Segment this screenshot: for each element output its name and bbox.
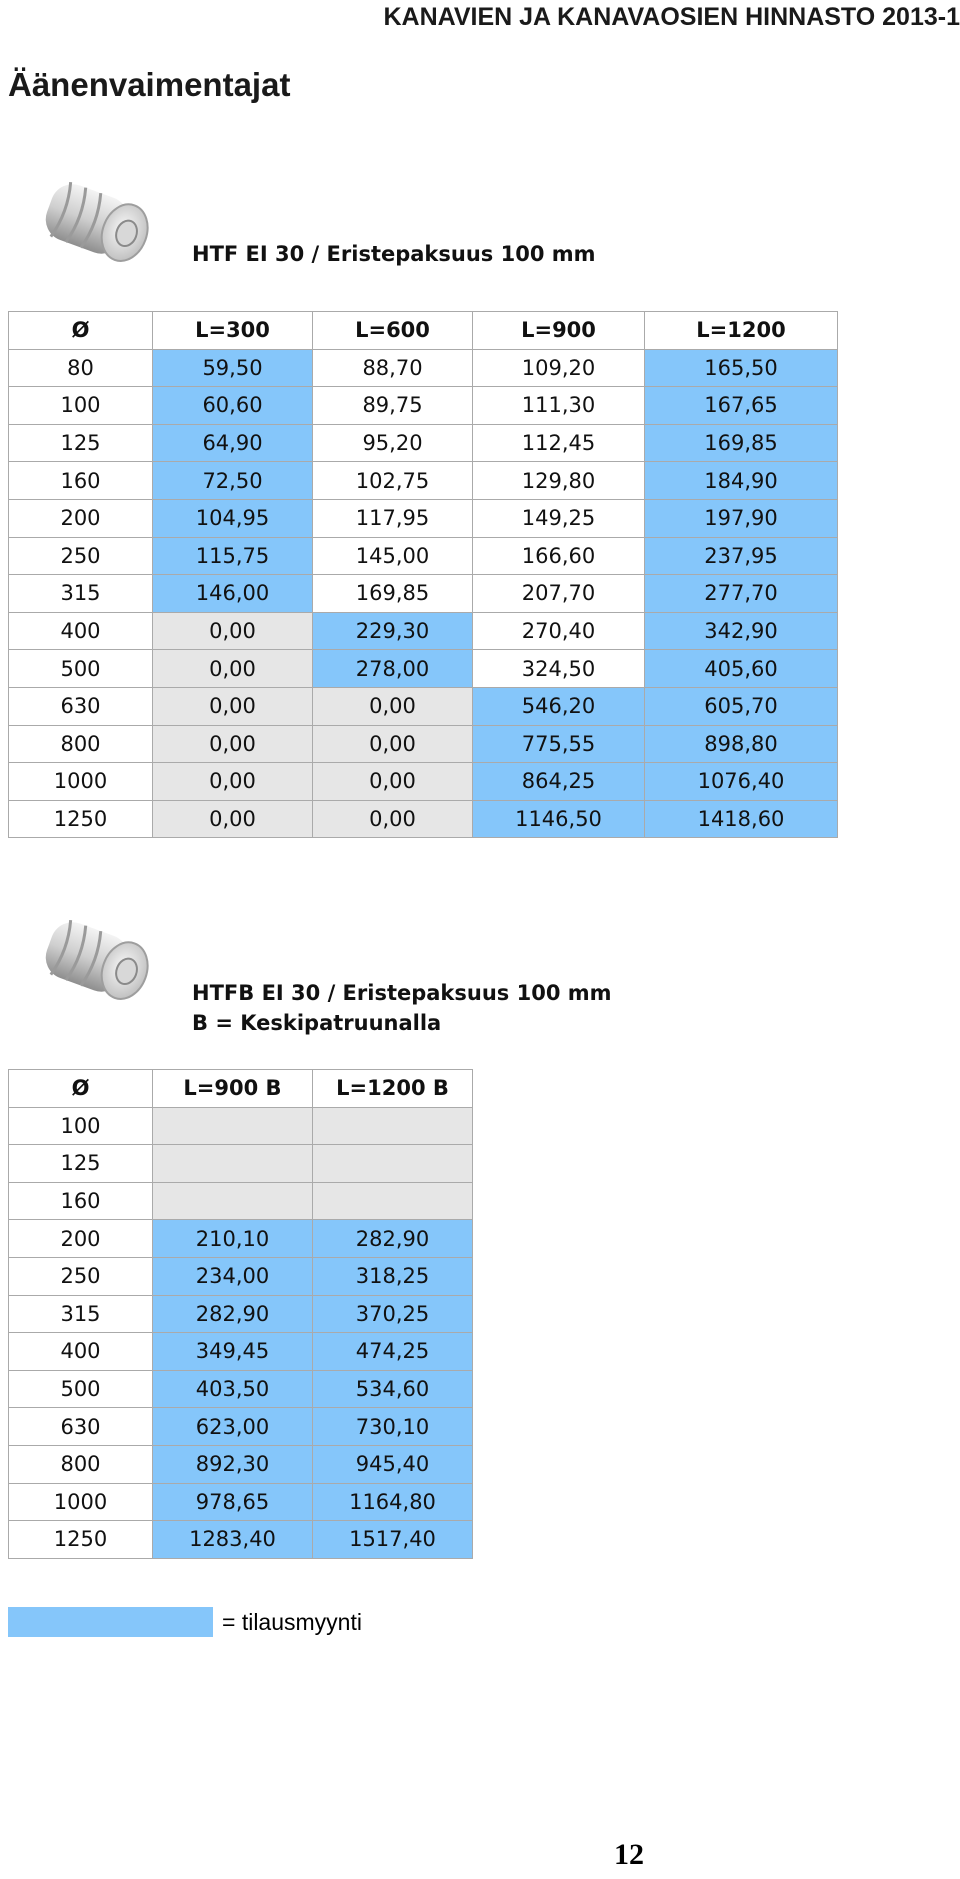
- cell-price: 167,65: [645, 387, 838, 425]
- table-row: [9, 387, 838, 425]
- cell-price: 1517,40: [313, 1521, 473, 1559]
- table-row: [9, 1370, 473, 1408]
- cell-price: 165,50: [645, 349, 838, 387]
- cell-diameter: 500: [9, 650, 153, 688]
- cell-price: 945,40: [313, 1445, 473, 1483]
- cell-price: 775,55: [473, 725, 645, 763]
- cell-price: 184,90: [645, 462, 838, 500]
- cell-diameter: 315: [9, 575, 153, 613]
- cell-diameter: 125: [9, 1145, 153, 1183]
- cell-price: 270,40: [473, 612, 645, 650]
- cell-price: 324,50: [473, 650, 645, 688]
- table-header-row: [9, 312, 838, 350]
- column-header-l900b: L=900 B: [153, 1070, 313, 1108]
- cell-price: 115,75: [153, 537, 313, 575]
- cell-price: 0,00: [153, 650, 313, 688]
- cell-price: 0,00: [313, 763, 473, 801]
- cell-price: 60,60: [153, 387, 313, 425]
- cell-price: 474,25: [313, 1333, 473, 1371]
- cell-diameter: 630: [9, 1408, 153, 1446]
- table-row: [9, 424, 838, 462]
- cell-price: 0,00: [313, 800, 473, 838]
- cell-price: 1283,40: [153, 1521, 313, 1559]
- cell-diameter: 250: [9, 537, 153, 575]
- cell-diameter: 800: [9, 725, 153, 763]
- silencer-product-image: [36, 168, 160, 280]
- table-row: [9, 537, 838, 575]
- cell-diameter: 100: [9, 1107, 153, 1145]
- column-header-l600: L=600: [313, 312, 473, 350]
- cell-diameter: 160: [9, 462, 153, 500]
- cell-price: 0,00: [313, 725, 473, 763]
- price-table-htf: [8, 311, 838, 838]
- cell-price: 146,00: [153, 575, 313, 613]
- legend-label: = tilausmyynti: [222, 1609, 362, 1635]
- cell-price: 403,50: [153, 1370, 313, 1408]
- table-row: [9, 687, 838, 725]
- cell-price: [313, 1182, 473, 1220]
- cell-price: 0,00: [153, 687, 313, 725]
- column-header-l300: L=300: [153, 312, 313, 350]
- silencer-product-image: [36, 906, 160, 1018]
- cell-diameter: 160: [9, 1182, 153, 1220]
- cell-price: 234,00: [153, 1257, 313, 1295]
- cell-diameter: 630: [9, 687, 153, 725]
- cell-diameter: 315: [9, 1295, 153, 1333]
- price-table-htfb: [8, 1069, 473, 1559]
- cell-price: 88,70: [313, 349, 473, 387]
- table-row: [9, 1483, 473, 1521]
- cell-diameter: 400: [9, 612, 153, 650]
- document-header: KANAVIEN JA KANAVAOSIEN HINNASTO 2013-1: [383, 3, 960, 31]
- cell-price: 623,00: [153, 1408, 313, 1446]
- cell-price: 197,90: [645, 499, 838, 537]
- table-row: [9, 725, 838, 763]
- cell-diameter: 125: [9, 424, 153, 462]
- cell-price: 117,95: [313, 499, 473, 537]
- cell-price: 149,25: [473, 499, 645, 537]
- cell-price: [153, 1182, 313, 1220]
- table-row: [9, 1182, 473, 1220]
- cell-price: 145,00: [313, 537, 473, 575]
- cell-price: 864,25: [473, 763, 645, 801]
- cell-price: 210,10: [153, 1220, 313, 1258]
- cell-price: 1164,80: [313, 1483, 473, 1521]
- section-title-htf: HTF EI 30 / Eristepaksuus 100 mm: [192, 242, 596, 266]
- column-header-diameter: Ø: [9, 312, 153, 350]
- cell-price: 892,30: [153, 1445, 313, 1483]
- section-subtitle-htfb: B = Keskipatruunalla: [192, 1011, 442, 1035]
- cell-diameter: 500: [9, 1370, 153, 1408]
- cell-price: 166,60: [473, 537, 645, 575]
- cell-diameter: 1250: [9, 800, 153, 838]
- legend-swatch: [8, 1607, 213, 1637]
- table-row: [9, 1295, 473, 1333]
- cell-price: 169,85: [313, 575, 473, 613]
- cell-price: 111,30: [473, 387, 645, 425]
- cell-price: 89,75: [313, 387, 473, 425]
- cell-price: 277,70: [645, 575, 838, 613]
- cell-diameter: 400: [9, 1333, 153, 1371]
- cell-price: 229,30: [313, 612, 473, 650]
- cell-price: 282,90: [313, 1220, 473, 1258]
- section-title-htfb: HTFB EI 30 / Eristepaksuus 100 mm: [192, 981, 612, 1005]
- cell-diameter: 80: [9, 349, 153, 387]
- cell-diameter: 800: [9, 1445, 153, 1483]
- cell-price: 349,45: [153, 1333, 313, 1371]
- table-row: [9, 462, 838, 500]
- cell-price: 0,00: [153, 800, 313, 838]
- cell-diameter: 100: [9, 387, 153, 425]
- cell-price: 0,00: [153, 763, 313, 801]
- table-row: [9, 1521, 473, 1559]
- cell-price: 278,00: [313, 650, 473, 688]
- cell-price: [153, 1107, 313, 1145]
- cell-price: 534,60: [313, 1370, 473, 1408]
- cell-price: 207,70: [473, 575, 645, 613]
- cell-price: 169,85: [645, 424, 838, 462]
- table-row: [9, 1145, 473, 1183]
- cell-price: 104,95: [153, 499, 313, 537]
- page-number: 12: [614, 1838, 644, 1871]
- column-header-l1200: L=1200: [645, 312, 838, 350]
- cell-price: 59,50: [153, 349, 313, 387]
- cell-price: 342,90: [645, 612, 838, 650]
- cell-price: 72,50: [153, 462, 313, 500]
- cell-price: 370,25: [313, 1295, 473, 1333]
- table-row: [9, 800, 838, 838]
- cell-diameter: 200: [9, 499, 153, 537]
- cell-price: 1418,60: [645, 800, 838, 838]
- table-row: [9, 349, 838, 387]
- cell-diameter: 250: [9, 1257, 153, 1295]
- cell-price: 978,65: [153, 1483, 313, 1521]
- cell-price: 0,00: [313, 687, 473, 725]
- table-row: [9, 763, 838, 801]
- cell-price: 0,00: [153, 725, 313, 763]
- cell-price: 605,70: [645, 687, 838, 725]
- cell-diameter: 1000: [9, 763, 153, 801]
- table-row: [9, 1220, 473, 1258]
- cell-price: [313, 1145, 473, 1183]
- cell-price: 237,95: [645, 537, 838, 575]
- column-header-diameter: Ø: [9, 1070, 153, 1108]
- cell-price: 318,25: [313, 1257, 473, 1295]
- table-row: [9, 612, 838, 650]
- table-row: [9, 1408, 473, 1446]
- cell-price: [153, 1145, 313, 1183]
- table-row: [9, 1107, 473, 1145]
- cell-price: 102,75: [313, 462, 473, 500]
- cell-diameter: 1250: [9, 1521, 153, 1559]
- cell-price: 282,90: [153, 1295, 313, 1333]
- cell-price: 112,45: [473, 424, 645, 462]
- cell-price: 1146,50: [473, 800, 645, 838]
- table-row: [9, 575, 838, 613]
- cell-price: 546,20: [473, 687, 645, 725]
- cell-price: 1076,40: [645, 763, 838, 801]
- page-title: Äänenvaimentajat: [8, 66, 291, 103]
- table-row: [9, 1445, 473, 1483]
- cell-diameter: 1000: [9, 1483, 153, 1521]
- column-header-l1200b: L=1200 B: [313, 1070, 473, 1108]
- cell-price: 0,00: [153, 612, 313, 650]
- cell-price: 95,20: [313, 424, 473, 462]
- cell-diameter: 200: [9, 1220, 153, 1258]
- table-row: [9, 1257, 473, 1295]
- cell-price: 405,60: [645, 650, 838, 688]
- table-header-row: [9, 1070, 473, 1108]
- cell-price: [313, 1107, 473, 1145]
- cell-price: 129,80: [473, 462, 645, 500]
- cell-price: 64,90: [153, 424, 313, 462]
- cell-price: 898,80: [645, 725, 838, 763]
- column-header-l900: L=900: [473, 312, 645, 350]
- cell-price: 109,20: [473, 349, 645, 387]
- table-row: [9, 650, 838, 688]
- table-row: [9, 1333, 473, 1371]
- table-row: [9, 499, 838, 537]
- cell-price: 730,10: [313, 1408, 473, 1446]
